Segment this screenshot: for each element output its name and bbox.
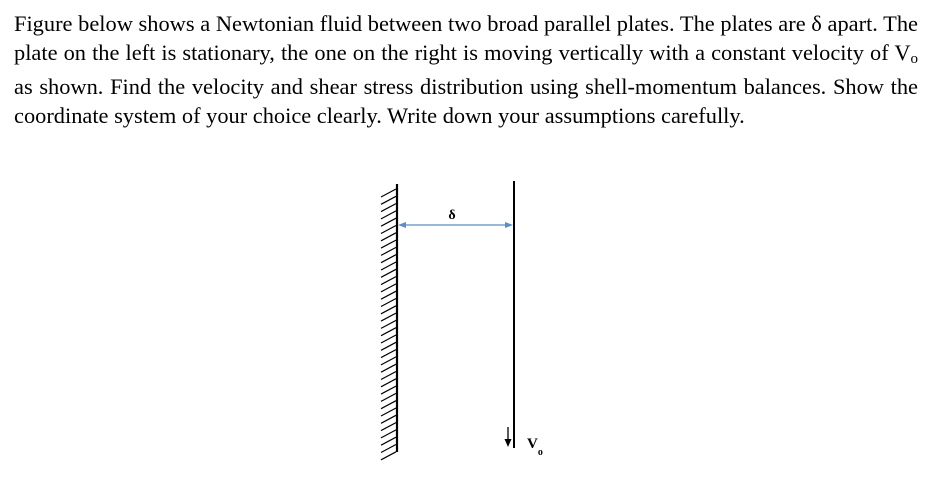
hatch-mark xyxy=(381,445,396,453)
hatch-mark xyxy=(381,313,396,321)
hatch-mark xyxy=(381,320,396,328)
hatch-mark xyxy=(381,342,396,350)
hatch-mark xyxy=(381,204,396,212)
hatch-mark xyxy=(381,335,396,343)
velocity-label xyxy=(527,436,543,458)
hatch-mark xyxy=(381,240,396,248)
velocity-arrow xyxy=(505,427,512,447)
hatch-mark xyxy=(381,372,396,380)
hatch-mark xyxy=(381,328,396,336)
hatch-mark xyxy=(381,226,396,234)
hatch-mark xyxy=(381,262,396,270)
hatch-mark xyxy=(381,247,396,255)
hatch-mark xyxy=(381,350,396,358)
hatch-mark xyxy=(381,415,396,423)
wall-hatching xyxy=(381,189,396,460)
hatch-mark xyxy=(381,379,396,387)
hatch-mark xyxy=(381,211,396,219)
hatch-mark xyxy=(381,269,396,277)
hatch-mark xyxy=(381,386,396,394)
hatch-mark xyxy=(381,189,396,197)
hatch-mark xyxy=(381,233,396,241)
velocity-label-sub: o xyxy=(537,447,543,458)
gap-label: δ xyxy=(448,208,456,223)
hatch-mark xyxy=(381,284,396,292)
hatch-mark xyxy=(381,423,396,431)
hatch-mark xyxy=(381,430,396,438)
problem-text-part2: as shown. Find the velocity and shear stress distribution using shell-momentum balances. Show the coordinate system of your choice clearly. Write down your assumptions carefully. xyxy=(14,74,918,128)
velocity-label-main: V xyxy=(527,436,538,452)
velocity-subscript: o xyxy=(910,50,918,67)
hatch-mark xyxy=(381,218,396,226)
hatch-mark xyxy=(381,364,396,372)
hatch-mark xyxy=(381,255,396,263)
hatch-mark xyxy=(381,299,396,307)
hatch-mark xyxy=(381,277,396,285)
hatch-mark xyxy=(381,196,396,204)
hatch-mark xyxy=(381,357,396,365)
hatch-mark xyxy=(381,306,396,314)
hatch-mark xyxy=(381,452,396,460)
problem-text-part1: Figure below shows a Newtonian fluid between two broad parallel plates. The plates are δ apart. The plate on the left is stationary, the one on the right is moving vertically with a constant velocity of V xyxy=(14,11,918,65)
hatch-mark xyxy=(381,401,396,409)
stationary-plate xyxy=(381,184,397,460)
hatch-mark xyxy=(381,393,396,401)
hatch-mark xyxy=(381,291,396,299)
hatch-mark xyxy=(381,408,396,416)
hatch-mark xyxy=(381,437,396,445)
